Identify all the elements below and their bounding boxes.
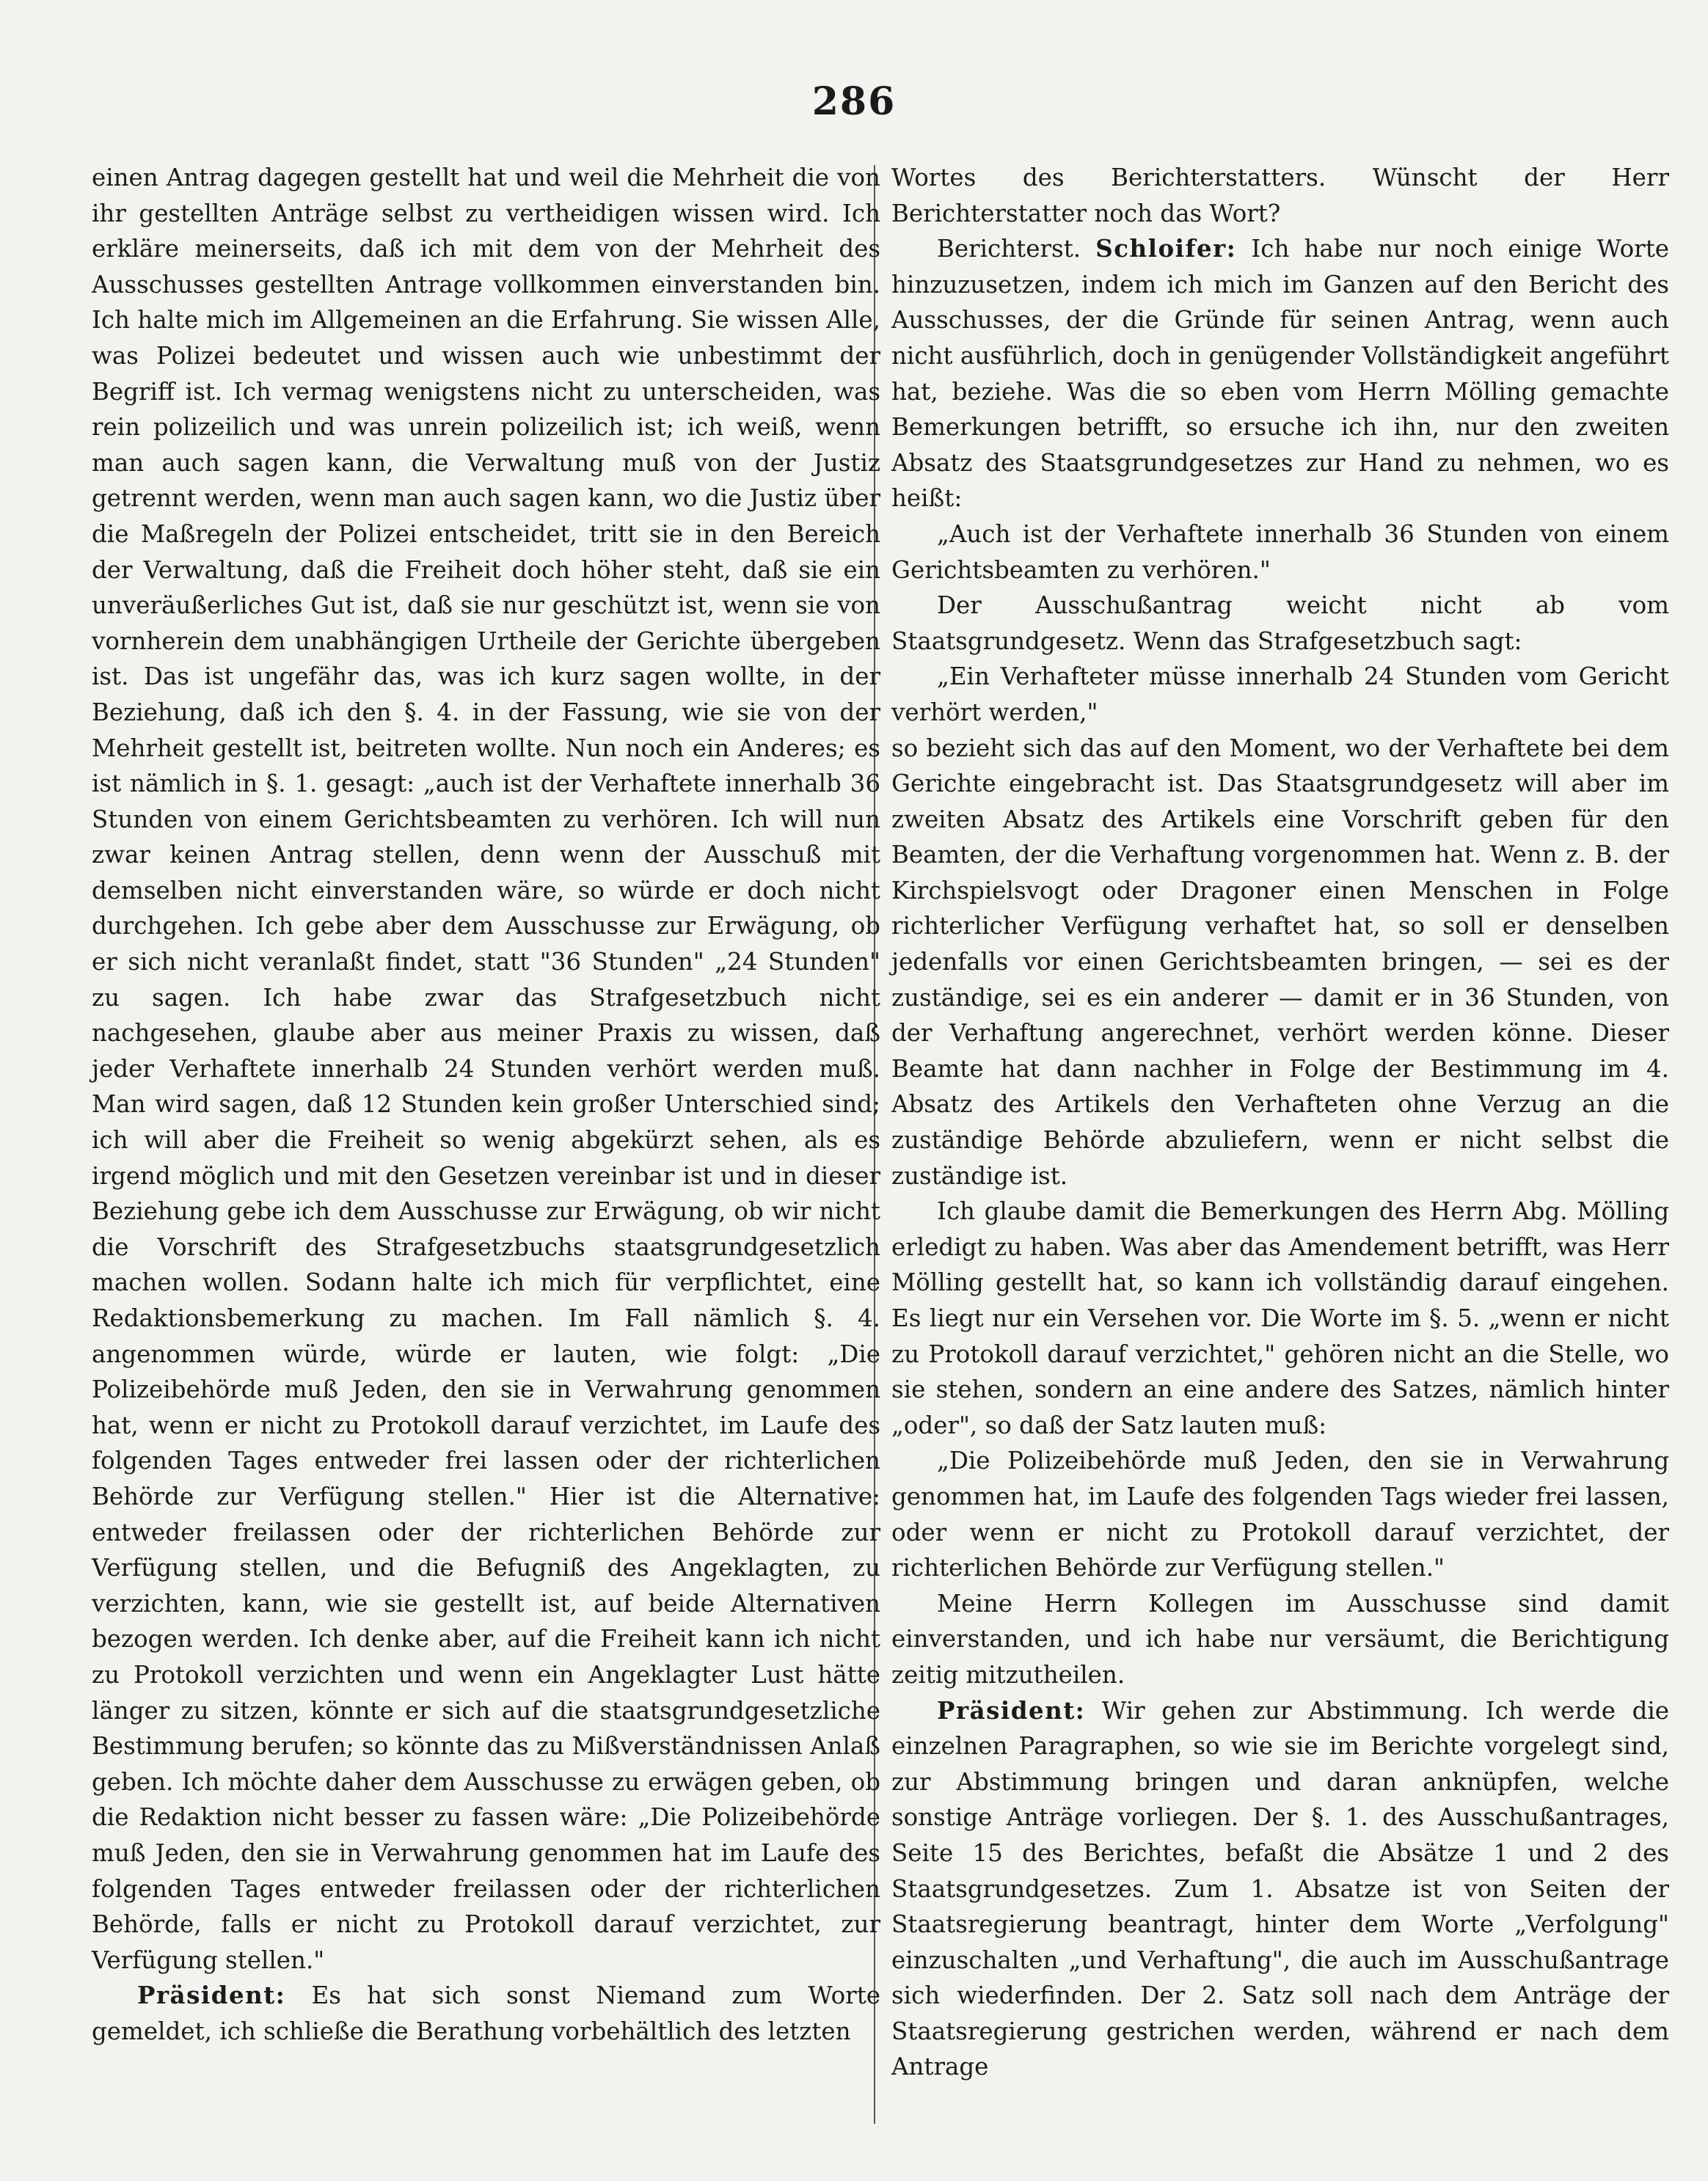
paragraph: einen Antrag dagegen gestellt hat und weil die Mehrheit die von ihr gestellten Anträge selbst zu vertheidigen wissen wird. Ich erkläre meinerseits, daß ich mit dem von der Mehrheit des Ausschusses gestellten Antrage vollkommen einverstanden bin. Ich halte mich im Allgemeinen an die Erfahrung. Sie wissen Alle, was Polizei bedeutet und wissen auch wie unbestimmt der Begriff ist. Ich vermag wenigstens nicht zu unterscheiden, was rein polizeilich und was unrein polizeilich ist; ich weiß, wenn man auch sagen kann, die Verwaltung muß von der Justiz getrennt werden, wenn man auch sagen kann, wo die Justiz über die Maßregeln der Polizei entscheidet, tritt sie in den Bereich der Verwaltung, daß die Freiheit doch höher steht, daß sie ein unveräußerliches Gut ist, daß sie nur geschützt ist, wenn sie von vornherein dem unabhängigen Urtheile der Gerichte übergeben ist. Das ist ungefähr das, was ich kurz sagen wollte, in der Beziehung, daß ich den §. 4. in der Fassung, wie sie von der Mehrheit gestellt ist, beitreten wollte. Nun noch ein Anderes; es ist nämlich in §. 1. gesagt: „auch ist der Verhaftete innerhalb 36 Stunden von einem Gerichtsbeamten zu verhören. Ich will nun zwar keinen Antrag stellen, denn wenn der Ausschuß mit demselben nicht einverstanden wäre, so würde er doch nicht durchgehen. Ich gebe aber dem Ausschusse zur Erwägung, ob er sich nicht veranlaßt findet, statt "36 Stunden" „24 Stunden" zu sagen. Ich habe zwar das Strafgesetzbuch nicht nachgesehen, glaube aber aus meiner Praxis zu wissen, daß jeder Verhaftete innerhalb 24 Stunden verhört werden muß. Man wird sagen, daß 12 Stunden kein großer Unterschied sind; ich will aber die Freiheit so wenig abgekürzt sehen, als es irgend möglich und mit den Gesetzen vereinbar ist und in dieser Beziehung gebe ich dem Ausschusse zur Erwägung, ob wir nicht die Vorschrift des Strafgesetzbuchs staatsgrundgesetzlich machen wollen. Sodann halte ich mich für verpflichtet, eine Redaktionsbemerkung zu machen. Im Fall nämlich §. 4. angenommen würde, würde er lauten, wie folgt: „Die Polizeibehörde muß Jeden, den sie in Verwahrung genommen hat, wenn er nicht zu Protokoll darauf verzichtet, im Laufe des folgenden Tages entweder frei lassen oder der richterlichen Behörde zur Verfügung stellen." Hier ist die Alternative: entweder freilassen oder der richterlichen Behörde zur Verfügung stellen, und die Befugniß des Angeklagten, zu verzichten, kann, wie sie gestellt ist, auf beide Alternativen bezogen werden. Ich denke aber, auf die Freiheit kann ich nicht zu Protokoll verzichten und wenn ein Angeklagter Lust hätte länger zu sitzen, könnte er sich auf die staatsgrundgesetzliche Bestimmung berufen; so könnte das zu Mißverständnissen Anlaß geben. Ich möchte daher dem Ausschusse zu erwägen geben, ob die Redaktion nicht besser zu fassen wäre: „Die Polizeibehörde muß Jeden, den sie in Verwahrung genommen hat im Laufe des folgenden Tages entweder freilassen oder der richterlichen Behörde, falls er nicht zu Protokoll darauf verzichtet, zur Verfügung stellen." <box>92 164 880 1974</box>
speaker-name: Präsident: <box>937 1695 1086 1725</box>
left-column <box>92 160 880 2049</box>
paragraph: so bezieht sich das auf den Moment, wo der Verhaftete bei dem Gerichte eingebracht ist. Das Staatsgrundgesetz will aber im zweiten Absatz des Artikels eine Vorschrift geben für den Beamten, der die Verhaftung vorgenommen hat. Wenn z. B. der Kirchspielsvogt oder Dragoner einen Menschen in Folge richterlicher Verfügung verhaftet hat, so soll er denselben jedenfalls vor einen Gerichtsbeamten bringen, — sei es der zuständige, sei es ein anderer — damit er in 36 Stunden, von der Verhaftung angerechnet, verhört werden könne. Dieser Beamte hat dann nachher in Folge der Bestimmung im 4. Absatz des Artikels den Verhafteten ohne Verzug an die zuständige Behörde abzuliefern, wenn er nicht selbst die zuständige ist. <box>891 734 1669 1190</box>
paragraph: Der Ausschußantrag weicht nicht ab vom Staatsgrundgesetz. Wenn das Strafgesetzbuch sagt: <box>891 591 1669 655</box>
paragraph: Ich glaube damit die Bemerkungen des Herrn Abg. Mölling erledigt zu haben. Was aber das Amendement betrifft, was Herr Mölling gestellt hat, so kann ich vollständig darauf eingehen. Es liegt nur ein Versehen vor. Die Worte im §. 5. „wenn er nicht zu Protokoll darauf verzichtet," gehören nicht an die Stelle, wo sie stehen, sondern an eine andere des Satzes, nämlich hinter „oder", so daß der Satz lauten muß: <box>891 1197 1669 1439</box>
speaker-role: Berichterst. <box>937 235 1096 263</box>
quotation: „Die Polizeibehörde muß Jeden, den sie in Verwahrung genommen hat, im Laufe des folgenden Tags wieder frei lassen, oder wenn er nicht zu Protokoll darauf verzichtet, der richterlichen Behörde zur Verfügung stellen." <box>891 1447 1669 1582</box>
right-column <box>891 160 1669 2085</box>
speech-paragraph <box>92 1978 880 2049</box>
paragraph: Wortes des Berichterstatters. Wünscht der Herr Berichterstatter noch das Wort? <box>891 164 1669 227</box>
speech-paragraph <box>891 231 1669 516</box>
paragraph: Meine Herrn Kollegen im Ausschusse sind damit einverstanden, und ich habe nur versäumt, die Berichtigung zeitig mitzutheilen. <box>891 1589 1669 1689</box>
speech-paragraph <box>891 1693 1669 2086</box>
quotation: „Ein Verhafteter müsse innerhalb 24 Stunden vom Gericht verhört werden," <box>891 662 1669 726</box>
speech-text: Ich habe nur noch einige Worte hinzuzusetzen, indem ich mich im Ganzen auf den Bericht des Ausschusses, der die Gründe für seinen Antrag, wenn auch nicht ausführlich, doch in genügender Vollständigkeit angeführt hat, beziehe. Was die so eben vom Herrn Mölling gemachte Bemerkungen betrifft, so ersuche ich ihn, nur den zweiten Absatz des Staatsgrundgesetzes zur Hand zu nehmen, wo es heißt: <box>891 235 1669 513</box>
quotation: „Auch ist der Verhaftete innerhalb 36 Stunden von einem Gerichtsbeamten zu verhören." <box>891 519 1669 584</box>
speaker-name: Schloifer: <box>1095 234 1237 263</box>
page-number: 286 <box>811 79 897 124</box>
speech-text: Wir gehen zur Abstimmung. Ich werde die einzelnen Paragraphen, so wie sie im Berichte vorgelegt sind, zur Abstimmung bringen und daran anknüpfen, welche sonstige Anträge vorliegen. Der §. 1. des Ausschußantrages, Seite 15 des Berichtes, befaßt die Absätze 1 und 2 des Staatsgrundgesetzes. Zum 1. Absatze ist von Seiten der Staatsregierung beantragt, hinter dem Worte „Verfolgung" einzuschalten „und Verhaftung", die auch im Ausschußantrage sich wiederfinden. Der 2. Satz soll nach dem Anträge der Staatsregierung gestrichen werden, während er nach dem Antrage <box>891 1696 1669 2081</box>
speech-text: Es hat sich sonst Niemand zum Worte gemeldet, ich schließe die Berathung vorbehältlich des letzten <box>92 1981 880 2045</box>
speaker-name: Präsident: <box>137 1981 286 2010</box>
